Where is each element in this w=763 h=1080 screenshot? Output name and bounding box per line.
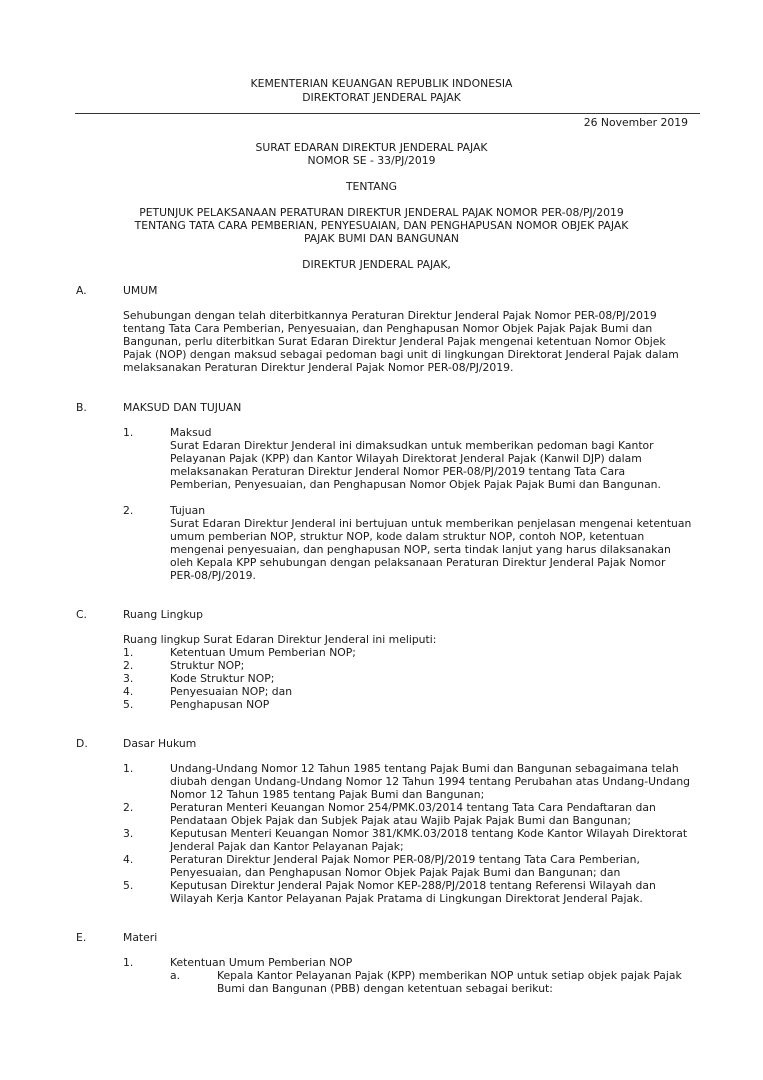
item-number: 3. — [123, 672, 134, 685]
item-text: Struktur NOP; — [170, 659, 245, 672]
document-date: 26 November 2019 — [583, 116, 688, 129]
item-line: umum pemberian NOP, struktur NOP, kode dalam struktur NOP, contoh NOP, ketentuan — [170, 530, 645, 543]
item-number: 4. — [123, 853, 134, 866]
item-line: Peraturan Direktur Jenderal Pajak Nomor PER-08/PJ/2019 tentang Tata Cara Pemberian, — [170, 853, 640, 866]
scope-list — [0, 646, 763, 711]
list-item — [0, 801, 763, 827]
item-text: Kode Struktur NOP; — [170, 672, 275, 685]
letterhead — [0, 77, 763, 104]
item-line: PER-08/PJ/2019. — [170, 569, 256, 582]
item-number: 5. — [123, 879, 134, 892]
item-number: 1. — [123, 426, 134, 439]
list-item — [0, 698, 763, 711]
item-line: Keputusan Direktur Jenderal Pajak Nomor KEP-288/PJ/2018 tentang Referensi Wilayah dan — [170, 879, 656, 892]
item-number: 1. — [123, 762, 134, 775]
item-line: melaksanakan Peraturan Direktur Jenderal Nomor PER-08/PJ/2019 tentang Tata Cara — [170, 465, 626, 478]
subject-line: PETUNJUK PELAKSANAAN PERATURAN DIREKTUR JENDERAL PAJAK NOMOR PER-08/PJ/2019 — [139, 206, 624, 219]
item-number: 2. — [123, 504, 134, 517]
item-line: Surat Edaran Direktur Jenderal ini bertujuan untuk memberikan penjelasan mengenai ketentuan — [170, 517, 692, 530]
section-heading: UMUM — [123, 284, 158, 297]
item-line: Keputusan Menteri Keuangan Nomor 381/KMK.03/2018 tentang Kode Kantor Wilayah Direktorat — [170, 827, 688, 840]
item-line: Peraturan Menteri Keuangan Nomor 254/PMK.03/2014 tentang Tata Cara Pendaftaran dan — [170, 801, 656, 814]
item-line: diubah dengan Undang-Undang Nomor 12 Tahun 1994 tentang Perubahan atas Undang-Undang — [170, 775, 691, 788]
signer-title: DIREKTUR JENDERAL PAJAK, — [302, 258, 451, 271]
item-line: Penyesuaian, dan Penghapusan Nomor Objek Pajak Pajak Bumi dan Bangunan; dan — [170, 866, 621, 879]
item-number: 1. — [123, 956, 134, 969]
section-heading: Materi — [123, 931, 158, 944]
item-line: Pendataan Objek Pajak dan Subjek Pajak atau Wajib Pajak Pajak Bumi dan Bangunan; — [170, 814, 631, 827]
item-line: Kepala Kantor Pelayanan Pajak (KPP) memberikan NOP untuk setiap objek pajak Pajak — [217, 969, 682, 982]
list-item — [0, 685, 763, 698]
item-number: 4. — [123, 685, 134, 698]
tentang-label: TENTANG — [345, 180, 398, 193]
item-text: Penyesuaian NOP; dan — [170, 685, 293, 698]
list-item — [0, 827, 763, 853]
subject-line: PAJAK BUMI DAN BANGUNAN — [303, 232, 460, 245]
item-line: Jenderal Pajak dan Kantor Pelayanan Pajak; — [170, 840, 404, 853]
item-number: 1. — [123, 646, 134, 659]
section-label: D. — [76, 737, 88, 750]
paragraph-line: Sehubungan dengan telah diterbitkannya Peraturan Direktur Jenderal Pajak Nomor PER-08/PJ/2019 — [123, 309, 657, 322]
item-text: Ketentuan Umum Pemberian NOP; — [170, 646, 356, 659]
legal-basis-list — [0, 762, 763, 905]
sub-item-letter: a. — [170, 969, 181, 982]
item-line: Wilayah Kerja Kantor Pelayanan Pajak Pratama di Lingkungan Direktorat Jenderal Pajak. — [170, 892, 643, 905]
section-label: A. — [76, 284, 87, 297]
item-line: Surat Edaran Direktur Jenderal ini dimaksudkan untuk memberikan pedoman bagi Kantor — [170, 439, 654, 452]
section-label: B. — [76, 401, 87, 414]
list-item — [0, 879, 763, 905]
title-line-1: SURAT EDARAN DIREKTUR JENDERAL PAJAK — [255, 141, 488, 154]
list-item — [0, 853, 763, 879]
section-label: E. — [76, 931, 87, 944]
item-title: Tujuan — [170, 504, 206, 517]
section-heading: MAKSUD DAN TUJUAN — [123, 401, 242, 414]
paragraph-line: melaksanakan Peraturan Direktur Jenderal Pajak Nomor PER-08/PJ/2019. — [123, 361, 514, 374]
item-number: 2. — [123, 801, 134, 814]
directorate-name: DIREKTORAT JENDERAL PAJAK — [302, 91, 461, 104]
item-line: Bumi dan Bangunan (PBB) dengan ketentuan sebagai berikut: — [217, 982, 553, 995]
paragraph-line: Bangunan, perlu diterbitkan Surat Edaran Direktur Jenderal Pajak mengenai ketentuan Nomor Objek — [123, 335, 666, 348]
header-divider — [75, 113, 700, 114]
item-text: Penghapusan NOP — [170, 698, 270, 711]
item-line: Pelayanan Pajak (KPP) dan Kantor Wilayah Direktorat Jenderal Pajak (Kanwil DJP) dalam — [170, 452, 642, 465]
item-number: 3. — [123, 827, 134, 840]
item-line: Undang-Undang Nomor 12 Tahun 1985 tentang Pajak Bumi dan Bangunan sebagaimana telah — [170, 762, 679, 775]
item-line: oleh Kepala KPP sehubungan dengan pelaksanaan Peraturan Direktur Jenderal Pajak Nomor — [170, 556, 666, 569]
list-item — [0, 659, 763, 672]
item-number: 2. — [123, 659, 134, 672]
item-line: Pemberian, Penyesuaian, dan Penghapusan Nomor Objek Pajak Pajak Bumi dan Bangunan. — [170, 478, 661, 491]
item-line: Nomor 12 Tahun 1985 tentang Pajak Bumi dan Bangunan; — [170, 788, 485, 801]
scope-intro: Ruang lingkup Surat Edaran Direktur Jenderal ini meliputi: — [123, 633, 437, 646]
document-title — [0, 141, 753, 167]
title-number: NOMOR SE - 33/PJ/2019 — [307, 154, 436, 167]
document-subject — [0, 206, 763, 245]
item-line: mengenai penyesuaian, dan penghapusan NOP, serta tindak lanjut yang harus dilaksanakan — [170, 543, 671, 556]
list-item — [0, 672, 763, 685]
paragraph-line: tentang Tata Cara Pemberian, Penyesuaian, dan Penghapusan Nomor Objek Pajak Pajak Bumi dan — [123, 322, 653, 335]
paragraph-line: Pajak (NOP) dengan maksud sebagai pedoman bagi unit di lingkungan Direktorat Jenderal Pajak dalam — [123, 348, 679, 361]
subject-line: TENTANG TATA CARA PEMBERIAN, PENYESUAIAN, DAN PENGHAPUSAN NOMOR OBJEK PAJAK — [134, 219, 629, 232]
item-title: Maksud — [170, 426, 212, 439]
ministry-name: KEMENTERIAN KEUANGAN REPUBLIK INDONESIA — [250, 77, 513, 90]
item-title: Ketentuan Umum Pemberian NOP — [170, 956, 353, 969]
section-a-paragraph — [123, 309, 679, 374]
section-label: C. — [76, 608, 87, 621]
section-heading: Ruang Lingkup — [123, 608, 203, 621]
list-item — [0, 762, 763, 801]
list-item — [0, 646, 763, 659]
section-heading: Dasar Hukum — [123, 737, 197, 750]
item-number: 5. — [123, 698, 134, 711]
